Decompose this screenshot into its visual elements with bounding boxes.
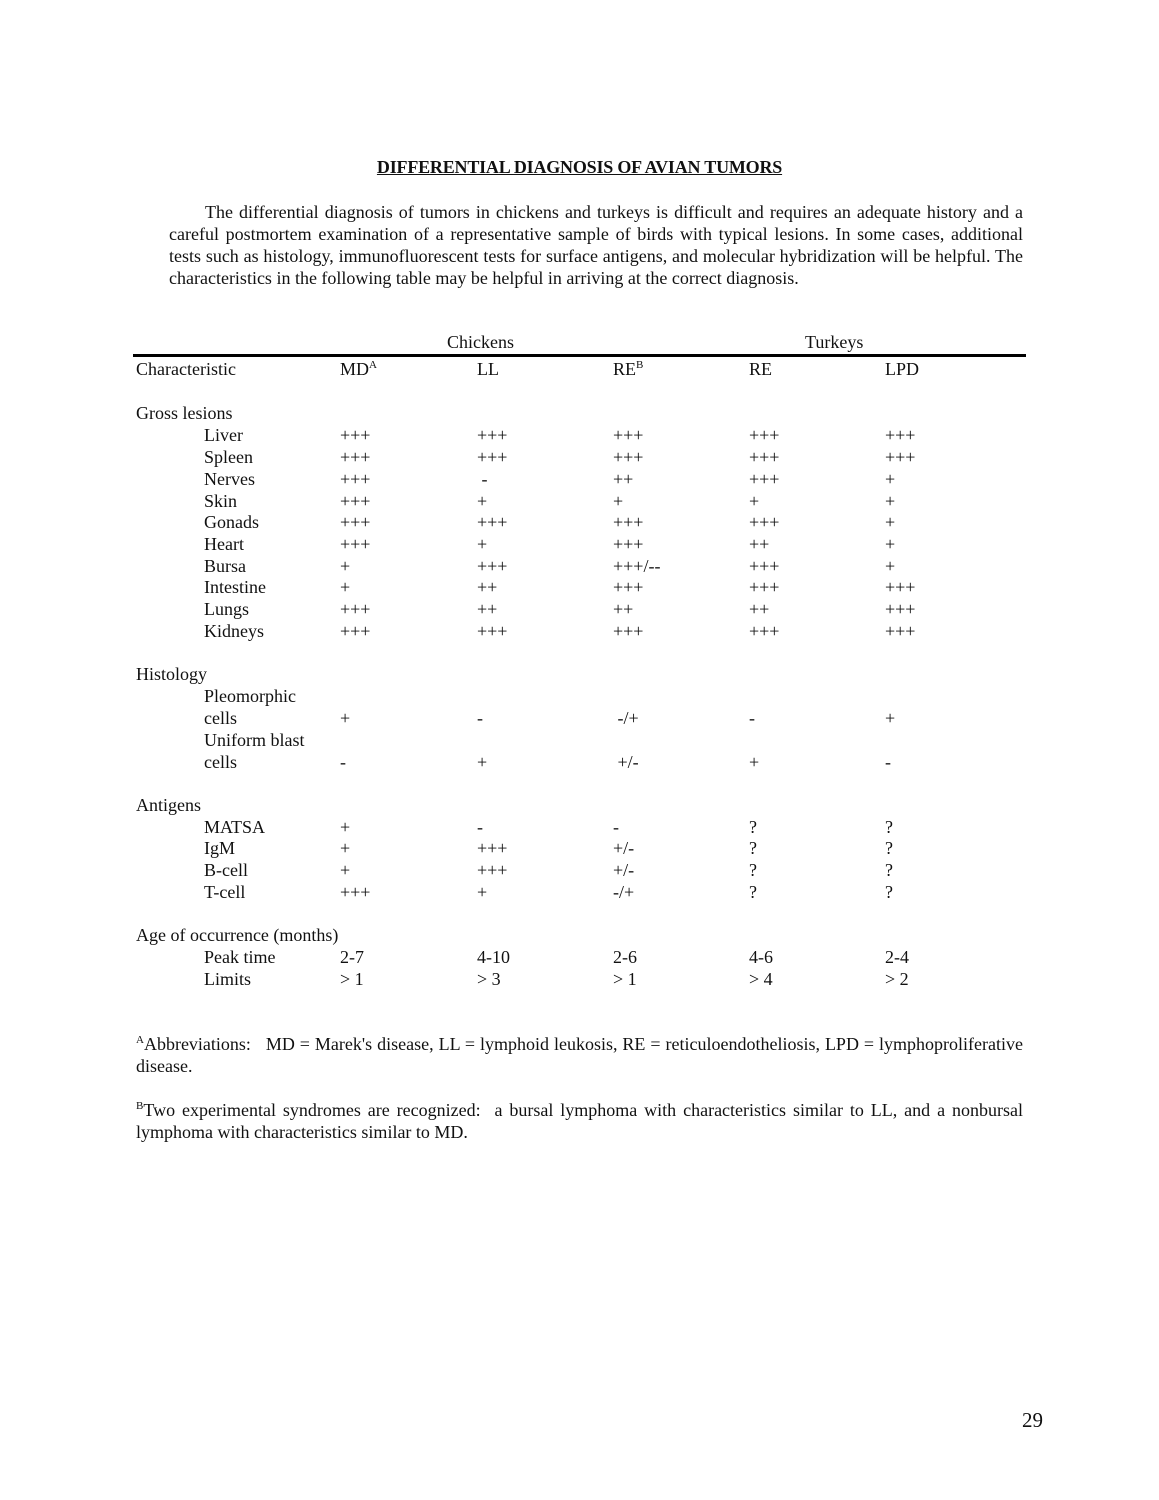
row-label: Uniform blast <box>204 730 305 750</box>
cell-ll: +++ <box>477 621 508 641</box>
row-label: Skin <box>204 491 238 511</box>
intro-paragraph: The differential diagnosis of tumors in chickens and turkeys is difficult and requires an adequate history and a careful postmortem examination of a representative sample of birds with typical lesions. In some cases, additional tests such as histology, immunofluorescent tests for surface antigens, and molecular hybridization will be helpful. The characteristics in the following table may be helpful in arriving at the correct diagnosis. <box>169 202 1023 288</box>
cell-re-chickens: +++ <box>613 577 644 597</box>
group-header-turkeys: Turkeys <box>805 332 864 352</box>
cell-re-turkeys: +++ <box>749 447 780 467</box>
cell-ll: ++ <box>477 577 498 597</box>
table-row-label-line <box>0 730 1159 752</box>
footnote-marker-b: B <box>636 359 644 371</box>
page-number: 29 <box>1022 1408 1043 1432</box>
footnote-a-text: Abbreviations: MD = Marek's disease, LL = lymphoid leukosis, RE = reticuloendotheliosis, LPD = lymphoproliferative disease. <box>136 1034 1028 1076</box>
cell-re-turkeys: + <box>749 491 760 511</box>
row-label: Intestine <box>204 577 266 597</box>
table-row <box>0 838 1159 860</box>
cell-ll: +++ <box>477 860 508 880</box>
cell-re-turkeys: ? <box>749 882 757 902</box>
cell-ll: - <box>477 817 483 837</box>
page-title: DIFFERENTIAL DIAGNOSIS OF AVIAN TUMORS <box>376 157 783 177</box>
row-label: B-cell <box>204 860 248 880</box>
cell-re-turkeys: ? <box>749 838 757 858</box>
row-label: cells <box>204 708 237 728</box>
cell-md: - <box>340 752 346 772</box>
header-re-chickens: $RE^B$ <box>613 359 644 379</box>
row-label: Liver <box>204 425 243 445</box>
cell-re-chickens: +++ <box>613 425 644 445</box>
row-label: Spleen <box>204 447 253 467</box>
cell-md: + <box>340 817 351 837</box>
cell-re-chickens: > 1 <box>613 969 637 989</box>
cell-lpd: + <box>885 708 896 728</box>
cell-ll: - <box>477 469 488 489</box>
table-row <box>0 425 1159 447</box>
cell-re-chickens: -/+ <box>613 882 635 902</box>
cell-lpd: ? <box>885 882 893 902</box>
cell-re-turkeys: ++ <box>749 534 770 554</box>
cell-ll: > 3 <box>477 969 501 989</box>
cell-re-chickens: +/- <box>613 838 635 858</box>
cell-re-chickens: +++ <box>613 621 644 641</box>
table-row <box>0 860 1159 882</box>
cell-re-turkeys: > 4 <box>749 969 773 989</box>
cell-md: > 1 <box>340 969 364 989</box>
cell-re-turkeys: +++ <box>749 577 780 597</box>
row-label: Peak time <box>204 947 276 967</box>
cell-md: +++ <box>340 469 371 489</box>
cell-re-turkeys: ++ <box>749 599 770 619</box>
cell-md: +++ <box>340 425 371 445</box>
header-re-turkeys: RE <box>749 359 773 379</box>
section-heading <box>0 925 1159 947</box>
table-row-label-line <box>0 686 1159 708</box>
cell-re-chickens: +++ <box>613 534 644 554</box>
cell-md: + <box>340 838 351 858</box>
cell-lpd: ? <box>885 817 893 837</box>
row-label: Heart <box>204 534 244 554</box>
cell-ll: ++ <box>477 599 498 619</box>
cell-lpd: - <box>885 752 891 772</box>
cell-re-chickens: +/- <box>613 860 635 880</box>
row-label: Bursa <box>204 556 246 576</box>
cell-re-turkeys: + <box>749 752 760 772</box>
row-label: MATSA <box>204 817 266 837</box>
row-label: T-cell <box>204 882 246 902</box>
cell-ll: + <box>477 882 488 902</box>
cell-ll: +++ <box>477 447 508 467</box>
table-row <box>0 534 1159 556</box>
cell-re-turkeys: +++ <box>749 556 780 576</box>
row-label: Nerves <box>204 469 255 489</box>
cell-lpd: + <box>885 469 896 489</box>
row-label: IgM <box>204 838 235 858</box>
cell-lpd: ? <box>885 860 893 880</box>
section-antigens: Antigens <box>136 795 201 815</box>
group-header-chickens: Chickens <box>447 332 514 352</box>
footnote-marker-a: A <box>369 359 377 371</box>
cell-md: 2-7 <box>340 947 364 967</box>
cell-lpd: +++ <box>885 621 916 641</box>
table-row <box>0 469 1159 491</box>
cell-ll: +++ <box>477 425 508 445</box>
cell-re-chickens: - <box>613 817 619 837</box>
footnote-a <box>136 1033 1028 1077</box>
cell-md: +++ <box>340 882 371 902</box>
row-label: Pleomorphic <box>204 686 296 706</box>
cell-md: +++ <box>340 534 371 554</box>
cell-lpd: 2-4 <box>885 947 909 967</box>
table-row <box>0 512 1159 534</box>
cell-lpd: +++ <box>885 447 916 467</box>
cell-lpd: > 2 <box>885 969 909 989</box>
cell-lpd: +++ <box>885 425 916 445</box>
footnote-b-marker: B <box>136 1100 144 1112</box>
row-label: Kidneys <box>204 621 264 641</box>
cell-lpd: + <box>885 556 896 576</box>
cell-ll: +++ <box>477 556 508 576</box>
cell-md: +++ <box>340 621 371 641</box>
section-heading <box>0 795 1159 817</box>
table-row <box>0 708 1159 730</box>
cell-re-chickens: +++/-- <box>613 556 661 576</box>
cell-lpd: + <box>885 512 896 532</box>
cell-lpd: + <box>885 534 896 554</box>
cell-md: + <box>340 860 351 880</box>
cell-ll: 4-10 <box>477 947 510 967</box>
cell-ll: + <box>477 491 488 511</box>
cell-re-turkeys: +++ <box>749 469 780 489</box>
cell-md: +++ <box>340 491 371 511</box>
table-header-rule <box>133 354 1026 357</box>
header-characteristic: Characteristic <box>136 359 236 379</box>
cell-lpd: +++ <box>885 599 916 619</box>
footnote-b-text: Two experimental syndromes are recognized: a bursal lymphoma with characteristics similar to LL, and a nonbursal lymphoma with characteristics similar to MD. <box>136 1100 1028 1142</box>
section-age-of-occurrence: Age of occurrence (months) <box>136 925 339 945</box>
cell-md: + <box>340 708 351 728</box>
cell-re-turkeys: +++ <box>749 425 780 445</box>
cell-lpd: +++ <box>885 577 916 597</box>
cell-md: + <box>340 577 351 597</box>
table-row <box>0 491 1159 513</box>
cell-re-turkeys: +++ <box>749 621 780 641</box>
cell-re-turkeys: ? <box>749 817 757 837</box>
cell-re-chickens: 2-6 <box>613 947 637 967</box>
cell-md: + <box>340 556 351 576</box>
cell-re-turkeys: 4-6 <box>749 947 773 967</box>
cell-ll: - <box>477 708 483 728</box>
cell-re-chickens: -/+ <box>613 708 639 728</box>
row-label: Limits <box>204 969 252 989</box>
table-row <box>0 447 1159 469</box>
table-row <box>0 882 1159 904</box>
cell-re-turkeys: +++ <box>749 512 780 532</box>
cell-ll: +++ <box>477 512 508 532</box>
section-gross-lesions: Gross lesions <box>136 403 233 423</box>
row-label: cells <box>204 752 237 772</box>
footnote-b <box>136 1099 1028 1143</box>
cell-ll: + <box>477 534 488 554</box>
section-heading <box>0 664 1159 686</box>
cell-lpd: ? <box>885 838 893 858</box>
cell-md: +++ <box>340 599 371 619</box>
cell-re-turkeys: - <box>749 708 755 728</box>
cell-ll: +++ <box>477 838 508 858</box>
cell-re-chickens: + <box>613 491 624 511</box>
cell-ll: + <box>477 752 488 772</box>
cell-re-chickens: +++ <box>613 512 644 532</box>
table-row <box>0 599 1159 621</box>
table-row <box>0 947 1159 969</box>
table-row <box>0 817 1159 839</box>
header-ll: LL <box>477 359 499 379</box>
table-row <box>0 556 1159 578</box>
cell-lpd: + <box>885 491 896 511</box>
table-row <box>0 621 1159 643</box>
cell-re-chickens: ++ <box>613 469 634 489</box>
row-label: Gonads <box>204 512 259 532</box>
cell-md: +++ <box>340 512 371 532</box>
header-lpd: LPD <box>885 359 920 379</box>
table-row <box>0 752 1159 774</box>
row-label: Lungs <box>204 599 249 619</box>
cell-md: +++ <box>340 447 371 467</box>
cell-re-chickens: +/- <box>613 752 639 772</box>
footnote-a-marker: A <box>136 1034 144 1046</box>
header-md: $MD^A$ <box>340 359 377 379</box>
table-header-row <box>0 359 1159 381</box>
cell-re-chickens: ++ <box>613 599 634 619</box>
table-row <box>0 969 1159 991</box>
table-row <box>0 577 1159 599</box>
cell-re-chickens: +++ <box>613 447 644 467</box>
cell-re-turkeys: ? <box>749 860 757 880</box>
section-heading <box>0 403 1159 425</box>
section-histology: Histology <box>136 664 208 684</box>
